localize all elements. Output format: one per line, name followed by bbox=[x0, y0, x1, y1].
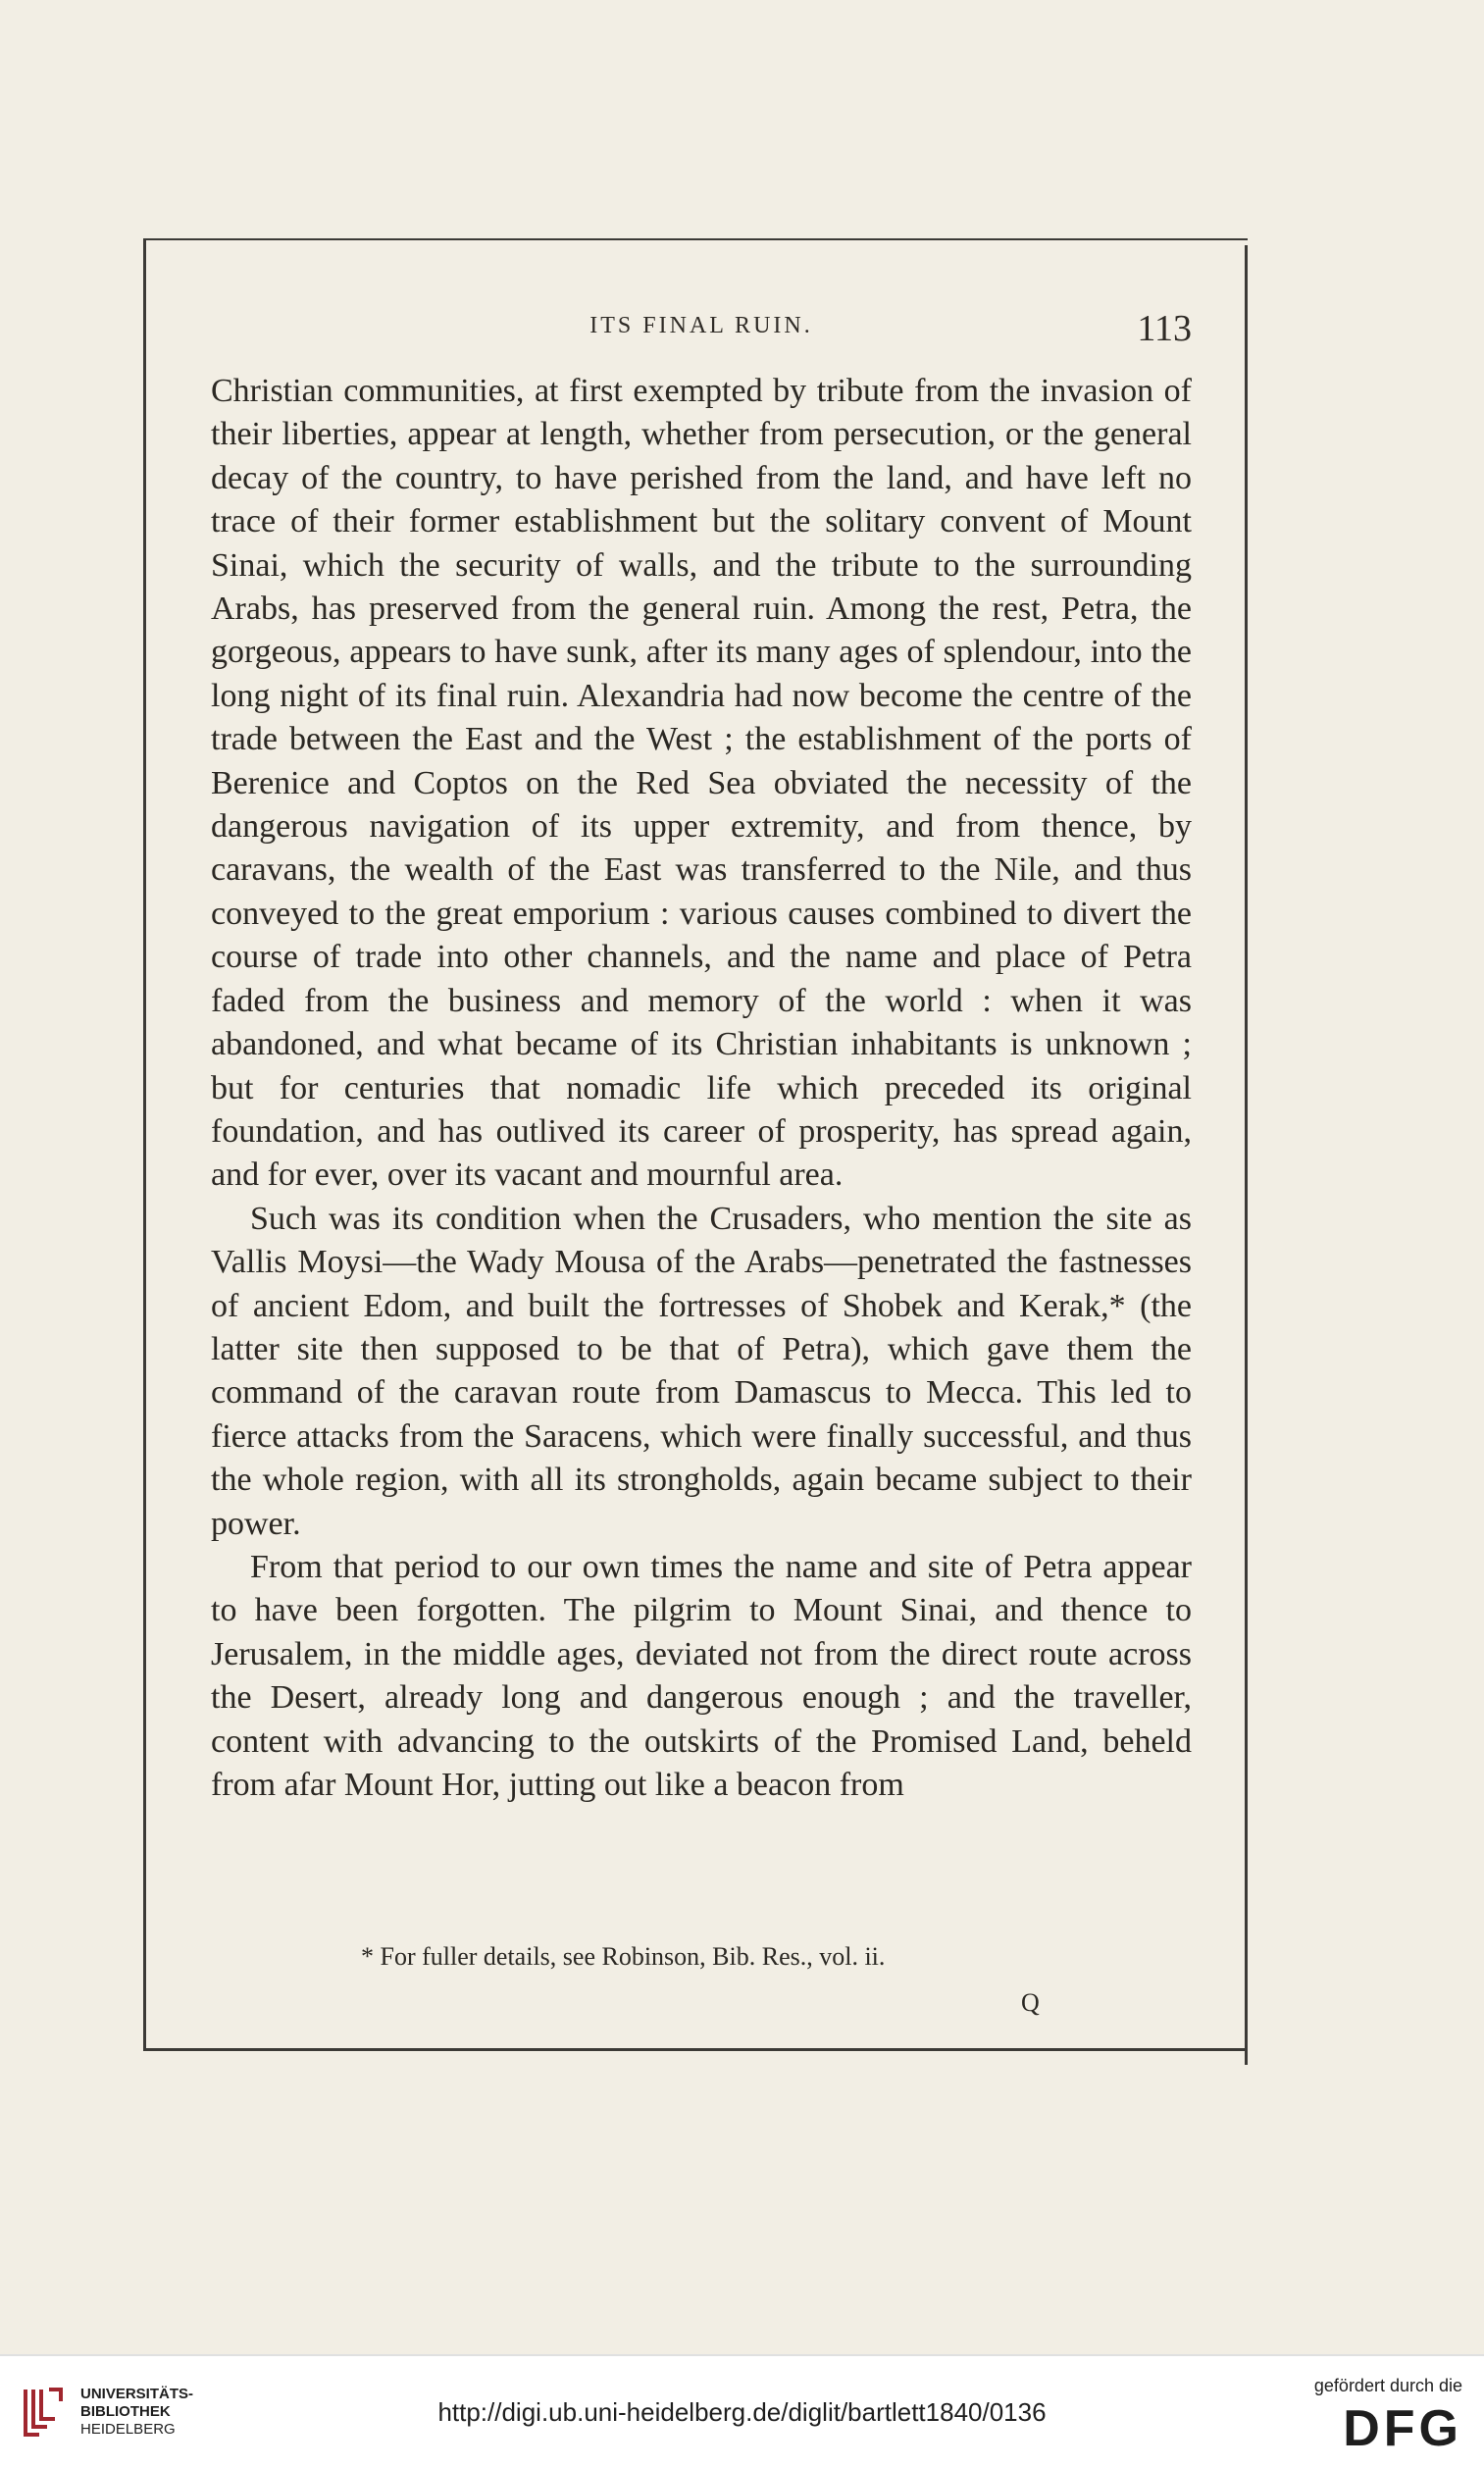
dfg-logo[interactable]: DFG bbox=[1343, 2400, 1462, 2457]
running-title: ITS FINAL RUIN. bbox=[589, 313, 813, 338]
viewer-footer bbox=[0, 2354, 1484, 2467]
border-rule-right bbox=[1245, 245, 1248, 2065]
border-rule-bottom bbox=[143, 2048, 1248, 2051]
footer-divider bbox=[0, 2354, 1484, 2356]
body-text bbox=[211, 370, 1192, 1807]
signature-mark: Q bbox=[1021, 1988, 1040, 2017]
border-rule-top bbox=[143, 238, 1248, 240]
border-rule-left bbox=[143, 238, 146, 2051]
paragraph: From that period to our own times the name and site of Petra appear to have been forgotten. The pilgrim to Mount Sinai, and thence to Jerusalem, in the middle ages, deviated not from the direct route across the Desert, already long and dangerous enough ; and the traveller, content with advancing to the outskirts of the Promised Land, beheld from afar Mount Hor, jutting out like a beacon from bbox=[211, 1548, 1192, 1803]
funded-by-label: gefördert durch die bbox=[1313, 2376, 1462, 2395]
library-name-line: UNIVERSITÄTS- bbox=[80, 2386, 194, 2402]
footnote: * For fuller details, see Robinson, Bib. Res., vol. ii. bbox=[361, 1942, 886, 1971]
page-header bbox=[211, 307, 1192, 348]
library-name-line: BIBLIOTHEK bbox=[80, 2403, 171, 2420]
page-number: 113 bbox=[1137, 308, 1192, 349]
library-name-line: HEIDELBERG bbox=[80, 2421, 176, 2438]
paragraph: Such was its condition when the Crusaders, who mention the site as Vallis Moysi—the Wady Mousa of the Arabs—penetrated the fastnesses of ancient Edom, and built the fortresses of Shobek and Kerak,* (the latter site then supposed to be that of Petra), which gave them the command of the caravan route from Damascus to Mecca. This led to fierce attacks from the Saracens, which were finally successful, and thus the whole region, with all its strongholds, again became subject to their power. bbox=[211, 1200, 1192, 1542]
paragraph: Christian communities, at first exempted by tribute from the invasion of their liberties, appear at length, whether from persecution, or the general decay of the country, to have perished from the land, and have left no trace of their former establishment but the solitary convent of Mount Sinai, which the security of walls, and the tribute to the surrounding Arabs, has preserved from the general ruin. Among the rest, Petra, the gorgeous, appears to have sunk, after its many ages of splendour, into the long night of its final ruin. Alexandria had now become the centre of the trade between the East and the West ; the establishment of the ports of Berenice and Coptos on the Red Sea obviated the necessity of the dangerous navigation of its upper extremity, and from thence, by caravans, the wealth of the East was transferred to the Nile, and thus conveyed to the great emporium : various causes combined to divert the course of trade into other channels, and the name and place of Petra faded from the business and memory of the world : when it was abandoned, and what became of its Christian inhabitants is unknown ; but for centuries that nomadic life which preceded its original foundation, and has outlived its career of prosperity, has spread again, and for ever, over its vacant and mournful area. bbox=[211, 373, 1192, 1194]
permalink-url[interactable]: http://digi.ub.uni-heidelberg.de/diglit/bartlett1840/0136 bbox=[437, 2397, 1047, 2427]
